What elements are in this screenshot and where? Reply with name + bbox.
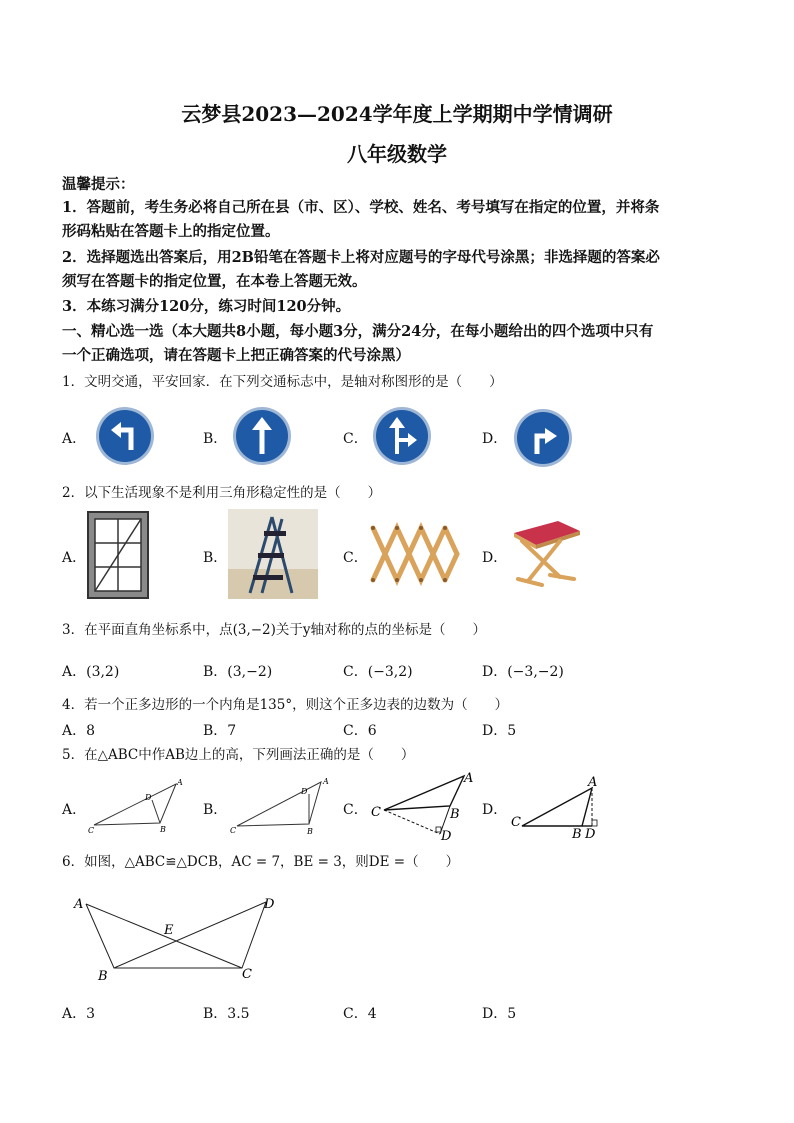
q5a-point-c: C (88, 826, 95, 835)
q5b-point-a: A (323, 777, 329, 786)
q6-point-e: E (164, 923, 174, 938)
q6-option-d: D．5 (482, 1006, 517, 1022)
q5b-point-b: B (307, 827, 313, 836)
q5-label-a: A． (62, 802, 87, 818)
q6-option-a: A．3 (62, 1006, 96, 1022)
q5d-point-c: C (511, 815, 521, 830)
sign-straight-or-right-icon (372, 406, 432, 466)
q5c-point-d: D (441, 829, 452, 844)
q4-stem: 4．若一个正多边形的一个内角是135°，则这个正多边表的边数为（ ） (62, 697, 509, 713)
q6-option-c: C．4 (343, 1006, 377, 1022)
q6-stem: 6．如图，△ABC≌△DCB，AC = 7，BE = 3，则DE =（ ） (62, 854, 460, 870)
q5-label-b: B． (203, 802, 228, 818)
q2-label-b: B． (203, 550, 228, 566)
step-ladder-image (228, 509, 318, 599)
q4-option-b: B．7 (203, 723, 237, 739)
q6-option-b: B．3.5 (203, 1006, 250, 1022)
q4-option-c: C．6 (343, 723, 377, 739)
q5a-point-a: A (177, 778, 183, 787)
q5-stem: 5．在△ABC中作AB边上的高，下列画法正确的是（ ） (62, 747, 415, 763)
q2-label-c: C． (343, 550, 368, 566)
q5c-point-b: B (450, 807, 460, 822)
q2-label-a: A． (62, 550, 87, 566)
q1-label-c: C． (343, 431, 368, 447)
section-heading-1: 一、精心选一选（本大题共8小题，每小题3分，满分24分，在每小题给出的四个选项中只有 (62, 323, 654, 340)
q5c-point-a: A (464, 771, 474, 786)
tip-line-2: 形码粘贴在答题卡上的指定位置。 (62, 223, 280, 240)
q5-figure-a (88, 778, 184, 836)
tip-line-3: 2．选择题选出答案后，用2B铅笔在答题卡上将对应题号的字母代号涂黑；非选择题的答案必 (62, 249, 660, 266)
window-frame-image (87, 511, 149, 599)
q5-figure-b (229, 776, 329, 836)
q5-label-c: C． (343, 802, 368, 818)
folding-stool-image (508, 515, 584, 589)
q1-label-b: B． (203, 431, 228, 447)
q1-stem: 1．文明交通，平安回家．在下列交通标志中，是轴对称图形的是（ ） (62, 374, 503, 390)
q3-option-d: D．(−3,−2) (482, 664, 564, 680)
q3-option-c: C．(−3,2) (343, 664, 413, 680)
section-heading-2: 一个正确选项，请在答题卡上把正确答案的代号涂黑） (62, 347, 410, 364)
sign-turn-right-icon (513, 408, 573, 468)
q6-point-a: A (74, 897, 84, 912)
wooden-rack-image (367, 520, 463, 588)
q6-point-d: D (264, 897, 275, 912)
q3-option-b: B．(3,−2) (203, 664, 273, 680)
q6-point-b: B (98, 969, 108, 984)
tip-line-4: 须写在答题卡的指定位置，在本卷上答题无效。 (62, 273, 367, 290)
q5b-point-d: D (301, 787, 308, 796)
q3-stem: 3．在平面直角坐标系中，点(3,−2)关于y轴对称的点的坐标是（ ） (62, 622, 487, 638)
q5d-point-d: D (585, 827, 596, 842)
q6-figure (70, 890, 280, 990)
q5-figure-c (370, 770, 480, 846)
q2-stem: 2．以下生活现象不是利用三角形稳定性的是（ ） (62, 485, 382, 501)
page-subtitle: 八年级数学 (347, 142, 447, 166)
q5d-point-a: A (588, 775, 598, 790)
q5b-point-c: C (230, 826, 237, 835)
q3-option-a: A．(3,2) (62, 664, 120, 680)
q1-label-a: A． (62, 431, 87, 447)
q4-option-a: A．8 (62, 723, 96, 739)
q5-label-d: D． (482, 802, 508, 818)
q5a-point-b: B (160, 825, 166, 834)
q5c-point-c: C (371, 805, 381, 820)
sign-turn-left-icon (95, 406, 155, 466)
q2-label-d: D． (482, 550, 508, 566)
tip-line-1: 1．答题前，考生务必将自己所在县（市、区）、学校、姓名、考号填写在指定的位置，并将条 (62, 199, 660, 216)
q5-figure-d (510, 774, 606, 844)
q5a-point-d: D (145, 793, 152, 802)
q6-point-c: C (242, 967, 252, 982)
q5d-point-b: B (572, 827, 582, 842)
q4-option-d: D．5 (482, 723, 517, 739)
tip-line-5: 3．本练习满分120分，练习时间120分钟。 (62, 298, 351, 315)
page-title: 云梦县2023—2024学年度上学期期中学情调研 (181, 102, 613, 126)
q1-label-d: D． (482, 431, 508, 447)
tips-label: 温馨提示： (62, 176, 135, 193)
sign-straight-icon (232, 406, 292, 466)
